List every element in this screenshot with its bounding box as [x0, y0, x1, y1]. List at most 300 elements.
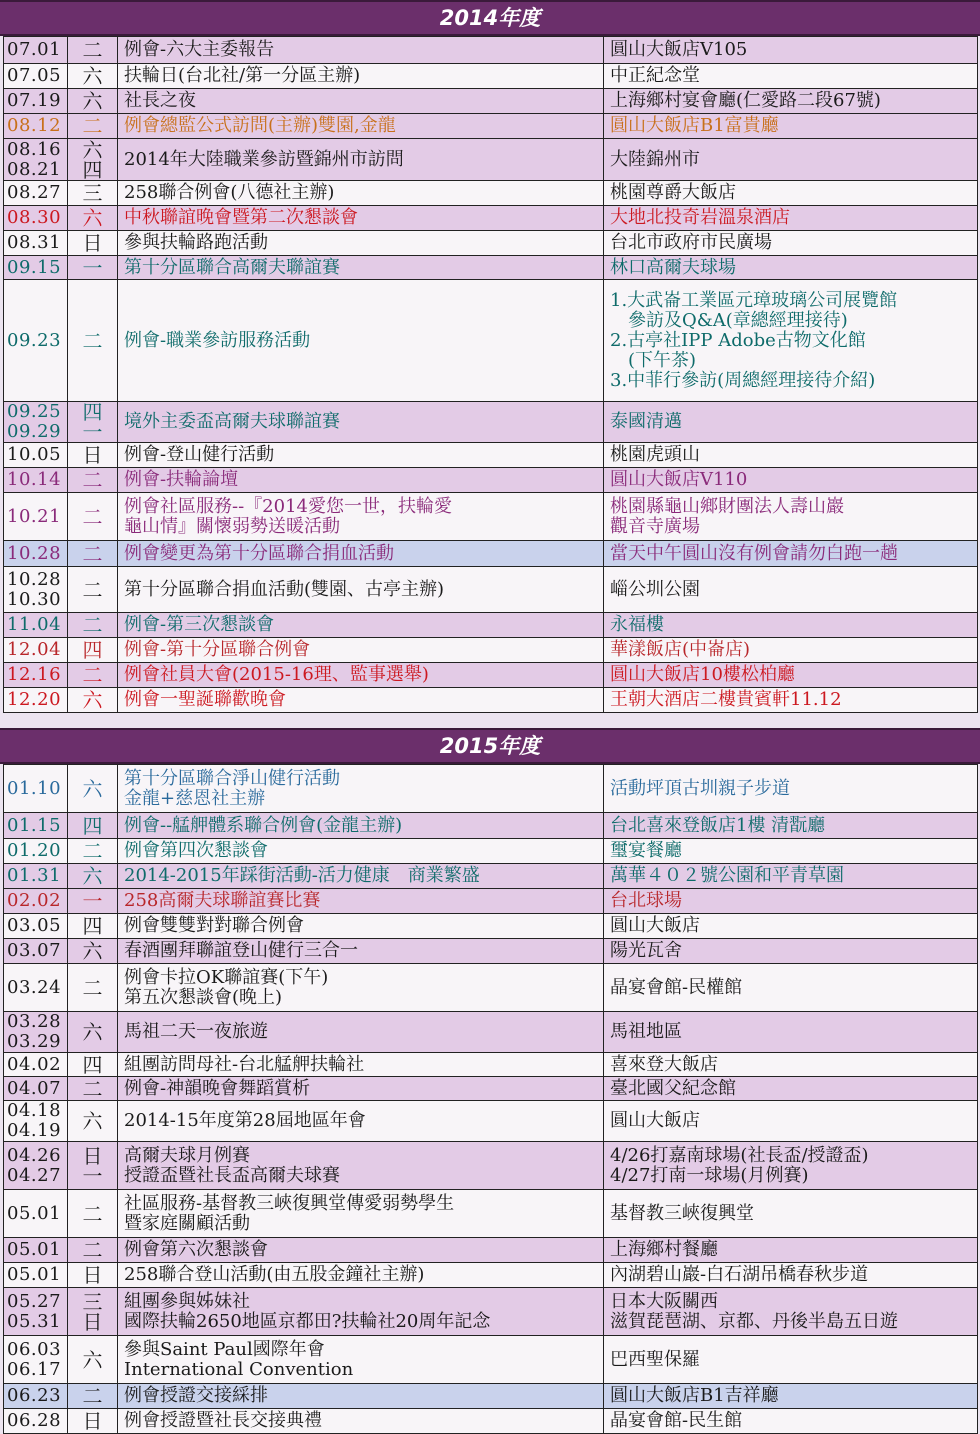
place-cell-line: 圓山大飯店B1吉祥廳 — [610, 1385, 779, 1406]
table-row — [4, 1101, 978, 1142]
table-row — [4, 914, 978, 939]
date-cell-line: 05.01 — [7, 1202, 62, 1224]
event-cell-line: International Convention — [124, 1358, 354, 1380]
weekday-cell-line: 六 — [82, 1020, 103, 1044]
table-row — [4, 256, 978, 280]
date-cell-line: 08.31 — [7, 232, 62, 253]
event-cell — [118, 813, 604, 839]
event-cell-line: 例會社員大會(2015-16理、監事選舉) — [124, 664, 429, 685]
date-cell-line: 04.18 — [7, 1100, 62, 1121]
weekday-cell-line: 二 — [82, 1238, 103, 1262]
place-cell — [604, 1288, 978, 1336]
date-cell — [4, 468, 68, 493]
event-cell — [118, 181, 604, 206]
table-row — [4, 1012, 978, 1053]
event-cell-line: 例會-職業參訪服務活動 — [124, 329, 311, 351]
place-cell-line: 陽光瓦舍 — [610, 940, 682, 961]
date-cell-line: 03.24 — [7, 976, 62, 998]
place-cell — [604, 688, 978, 713]
event-cell-line: 高爾夫球月例賽 — [124, 1144, 250, 1166]
weekday-cell-line: 六 — [82, 776, 103, 801]
weekday-cell-line: 二 — [82, 975, 103, 1000]
weekday-cell — [68, 964, 118, 1012]
event-cell — [118, 638, 604, 663]
weekday-cell-line: 日 — [82, 443, 103, 467]
table-row — [4, 964, 978, 1012]
event-cell — [118, 1012, 604, 1053]
date-cell-line: 03.07 — [7, 940, 62, 961]
place-cell — [604, 663, 978, 688]
date-cell — [4, 443, 68, 468]
event-cell-line: 258聯合例會(八德社主辦) — [124, 182, 335, 203]
weekday-cell-line: 一 — [82, 889, 103, 913]
date-cell — [4, 1101, 68, 1142]
date-cell-line: 10.30 — [7, 588, 62, 610]
weekday-cell-line: 日 — [82, 1409, 103, 1433]
weekday-cell — [68, 663, 118, 688]
place-cell-line: 台北喜來登飯店1樓 清翫廳 — [610, 814, 826, 836]
weekday-cell — [68, 1077, 118, 1101]
weekday-cell-line: 日 — [82, 231, 103, 255]
place-cell-line: 桃園縣龜山鄉財團法人壽山巖 — [610, 495, 844, 517]
place-cell — [604, 64, 978, 89]
place-cell-line: 1.大武崙工業區元璋玻璃公司展覽館 — [610, 289, 898, 311]
weekday-cell-line: 二 — [82, 577, 103, 602]
event-cell — [118, 1384, 604, 1409]
date-cell — [4, 231, 68, 256]
place-cell-line: 崰公圳公園 — [610, 578, 700, 600]
place-cell — [604, 1077, 978, 1101]
weekday-cell-line: 六 — [82, 864, 103, 888]
event-cell — [118, 206, 604, 231]
date-cell — [4, 765, 68, 813]
weekday-cell-line: 二 — [82, 1201, 103, 1226]
event-cell — [118, 541, 604, 567]
weekday-cell — [68, 1053, 118, 1077]
place-cell — [604, 638, 978, 663]
event-cell-line: 社區服務-基督教三峽復興堂傳愛弱勢學生 — [124, 1192, 455, 1214]
event-cell-line: 例會-扶輪論壇 — [124, 469, 239, 490]
table-row — [4, 493, 978, 541]
weekday-cell — [68, 765, 118, 813]
weekday-cell-line: 三 — [82, 1289, 103, 1314]
place-cell — [604, 765, 978, 813]
event-cell-line: 授證盃暨社長盃高爾夫球賽 — [124, 1164, 340, 1186]
weekday-cell — [68, 839, 118, 864]
weekday-cell-line: 六 — [82, 64, 103, 88]
event-cell-line: 例會一聖誕聯歡晚會 — [124, 689, 286, 710]
date-cell — [4, 280, 68, 402]
place-cell-line: 日本大阪關西 — [610, 1290, 718, 1312]
weekday-cell-line: 二 — [82, 328, 103, 353]
weekday-cell-line: 六 — [82, 206, 103, 230]
weekday-cell-line: 四 — [82, 914, 103, 938]
date-cell — [4, 567, 68, 613]
place-cell — [604, 1238, 978, 1263]
date-cell-line: 08.30 — [7, 207, 62, 228]
event-cell-line: 2014-15年度第28屆地區年會 — [124, 1110, 366, 1131]
table-row — [4, 181, 978, 206]
weekday-cell — [68, 939, 118, 964]
event-cell — [118, 493, 604, 541]
weekday-cell — [68, 1263, 118, 1288]
place-cell-line: 王朝大酒店二樓貴賓軒11.12 — [610, 689, 842, 710]
place-cell-line: 巴西聖保羅 — [610, 1348, 700, 1370]
weekday-cell — [68, 914, 118, 939]
weekday-cell-line: 二 — [82, 541, 103, 566]
weekday-cell — [68, 864, 118, 889]
table-row — [4, 1263, 978, 1288]
event-cell — [118, 89, 604, 114]
weekday-cell — [68, 813, 118, 839]
weekday-cell-line: 四 — [82, 401, 103, 424]
date-cell-line: 02.02 — [7, 890, 62, 911]
weekday-cell — [68, 541, 118, 567]
place-cell — [604, 613, 978, 638]
weekday-cell-line: 二 — [82, 613, 103, 637]
table-row — [4, 443, 978, 468]
date-cell — [4, 541, 68, 567]
date-cell — [4, 1053, 68, 1077]
place-cell-line: 大陸錦州市 — [610, 148, 700, 170]
date-cell-line: 07.01 — [7, 39, 62, 60]
place-cell-line: 華漾飯店(中崙店) — [610, 639, 751, 660]
event-cell — [118, 765, 604, 813]
date-cell — [4, 89, 68, 114]
table-row — [4, 1142, 978, 1190]
place-cell — [604, 256, 978, 280]
place-cell-line: 桃園虎頭山 — [610, 444, 700, 465]
table-row — [4, 1238, 978, 1263]
place-cell-line: 3.中菲行參訪(周總經理接待介紹) — [610, 369, 876, 391]
place-cell — [604, 1384, 978, 1409]
weekday-cell — [68, 37, 118, 64]
date-cell — [4, 1288, 68, 1336]
date-cell-line: 08.12 — [7, 115, 62, 136]
table-row — [4, 939, 978, 964]
date-cell-line: 09.15 — [7, 256, 62, 278]
date-cell-line: 01.10 — [7, 777, 62, 799]
event-cell-line: 金龍+慈恩社主辦 — [124, 787, 266, 809]
event-cell-line: 例會第六次懇談會 — [124, 1239, 268, 1260]
event-cell — [118, 1238, 604, 1263]
schedule-table — [3, 36, 978, 713]
weekday-cell-line: 六 — [82, 688, 103, 712]
event-cell — [118, 613, 604, 638]
date-cell-line: 01.20 — [7, 840, 62, 861]
date-cell-line: 04.19 — [7, 1120, 62, 1141]
table-row — [4, 231, 978, 256]
place-cell-line: 中正紀念堂 — [610, 65, 700, 86]
weekday-cell-line: 日 — [82, 1263, 103, 1287]
place-cell — [604, 889, 978, 914]
place-cell — [604, 443, 978, 468]
event-cell-line: 例會-神韻晚會舞蹈賞析 — [124, 1077, 311, 1099]
date-cell-line: 03.29 — [7, 1031, 62, 1052]
event-cell-line: 境外主委盃高爾夫球聯誼賽 — [124, 411, 340, 432]
place-cell-line: 基督教三峽復興堂 — [610, 1202, 754, 1224]
place-cell-line: 4/26打嘉南球場(社長盃/授證盃) — [610, 1144, 869, 1166]
date-cell — [4, 613, 68, 638]
date-cell — [4, 813, 68, 839]
table-row — [4, 1336, 978, 1384]
event-cell — [118, 567, 604, 613]
place-cell — [604, 493, 978, 541]
place-cell — [604, 89, 978, 114]
table-row — [4, 1190, 978, 1238]
date-cell — [4, 964, 68, 1012]
weekday-cell — [68, 443, 118, 468]
weekday-cell-line: 二 — [82, 663, 103, 687]
date-cell — [4, 493, 68, 541]
date-cell-line: 07.05 — [7, 65, 62, 86]
event-cell-line: 例會授證交接綵排 — [124, 1385, 268, 1406]
weekday-cell — [68, 1288, 118, 1336]
table-row — [4, 64, 978, 89]
event-cell-line: 第五次懇談會(晚上) — [124, 986, 283, 1008]
event-cell — [118, 1077, 604, 1101]
place-cell-line: 活動坪頂古圳親子步道 — [610, 777, 790, 799]
place-cell — [604, 1263, 978, 1288]
date-cell — [4, 114, 68, 139]
weekday-cell-line: 二 — [82, 504, 103, 529]
event-cell-line: 暨家庭關顧活動 — [124, 1212, 250, 1234]
event-cell — [118, 688, 604, 713]
place-cell-line: 臺北國父紀念館 — [610, 1077, 736, 1099]
date-cell-line: 04.07 — [7, 1077, 62, 1099]
place-cell-line: 圓山大飯店10樓松柏廳 — [610, 664, 795, 685]
table-row — [4, 889, 978, 914]
weekday-cell-line: 六 — [82, 939, 103, 963]
weekday-cell-line: 四 — [82, 157, 103, 181]
weekday-cell — [68, 402, 118, 443]
date-cell-line: 10.14 — [7, 469, 62, 490]
event-cell-line: 第十分區聯合淨山健行活動 — [124, 767, 340, 789]
year-header: 2015年度 — [0, 728, 980, 764]
event-cell-line: 第十分區聯合高爾夫聯誼賽 — [124, 256, 340, 278]
weekday-cell — [68, 1012, 118, 1053]
date-cell — [4, 256, 68, 280]
event-cell-line: 例會總監公式訪問(主辦)雙園,金龍 — [124, 115, 396, 136]
place-cell — [604, 1142, 978, 1190]
table-row — [4, 1053, 978, 1077]
date-cell-line: 04.26 — [7, 1144, 62, 1166]
weekday-cell-line: 一 — [82, 420, 103, 443]
place-cell — [604, 541, 978, 567]
date-cell-line: 05.01 — [7, 1239, 62, 1260]
place-cell — [604, 914, 978, 939]
event-cell-line: 例會-第十分區聯合例會 — [124, 639, 311, 660]
event-cell — [118, 1190, 604, 1238]
weekday-cell — [68, 181, 118, 206]
table-row — [4, 402, 978, 443]
table-row — [4, 663, 978, 688]
event-cell — [118, 1053, 604, 1077]
table-row — [4, 468, 978, 493]
weekday-cell-line: 二 — [82, 1076, 103, 1101]
place-cell-line: 內湖碧山巖-白石湖吊橋春秋步道 — [610, 1264, 869, 1285]
date-cell — [4, 914, 68, 939]
weekday-cell — [68, 280, 118, 402]
event-cell-line: 春酒團拜聯誼登山健行三合一 — [124, 940, 358, 961]
event-cell — [118, 1142, 604, 1190]
weekday-cell — [68, 64, 118, 89]
place-cell — [604, 864, 978, 889]
date-cell-line: 08.21 — [7, 158, 62, 180]
place-cell — [604, 1336, 978, 1384]
event-cell-line: 例會變更為第十分區聯合捐血活動 — [124, 542, 394, 564]
place-cell-line: 泰國清邁 — [610, 411, 682, 432]
place-cell — [604, 231, 978, 256]
event-cell-line: 第十分區聯合捐血活動(雙園、古亭主辦) — [124, 578, 445, 600]
weekday-cell — [68, 114, 118, 139]
table-row — [4, 1288, 978, 1336]
table-row — [4, 206, 978, 231]
date-cell-line: 01.31 — [7, 865, 62, 886]
place-cell — [604, 181, 978, 206]
event-cell — [118, 468, 604, 493]
place-cell-line: 晶宴會館-民生館 — [610, 1410, 743, 1431]
date-cell-line: 03.28 — [7, 1011, 62, 1032]
place-cell-line: 台北市政府市民廣場 — [610, 232, 772, 253]
weekday-cell — [68, 1101, 118, 1142]
weekday-cell — [68, 139, 118, 181]
weekday-cell — [68, 256, 118, 280]
table-row — [4, 765, 978, 813]
weekday-cell-line: 二 — [82, 468, 103, 492]
place-cell — [604, 1190, 978, 1238]
schedule-table — [3, 764, 978, 1434]
date-cell-line: 09.29 — [7, 421, 62, 442]
date-cell-line: 06.23 — [7, 1385, 62, 1406]
table-row — [4, 280, 978, 402]
date-cell-line: 09.23 — [7, 329, 62, 351]
place-cell-line: 2.古亭社IPP Adobe古物文化館 — [610, 329, 866, 351]
place-cell — [604, 114, 978, 139]
weekday-cell — [68, 493, 118, 541]
weekday-cell-line: 六 — [82, 138, 103, 162]
place-cell — [604, 1101, 978, 1142]
date-cell-line: 04.02 — [7, 1053, 62, 1075]
date-cell — [4, 139, 68, 181]
date-cell — [4, 688, 68, 713]
place-cell — [604, 964, 978, 1012]
table-row — [4, 89, 978, 114]
date-cell — [4, 638, 68, 663]
date-cell — [4, 64, 68, 89]
event-cell — [118, 939, 604, 964]
place-cell-line: 桃園尊爵大飯店 — [610, 182, 736, 203]
weekday-cell-line: 日 — [82, 1309, 103, 1334]
event-cell-line: 例會-六大主委報告 — [124, 39, 275, 60]
event-cell-line: 社長之夜 — [124, 90, 196, 111]
weekday-cell — [68, 1190, 118, 1238]
date-cell — [4, 864, 68, 889]
table-row — [4, 114, 978, 139]
weekday-cell-line: 六 — [82, 1109, 103, 1133]
weekday-cell-line: 三 — [82, 181, 103, 205]
place-cell-line: 璽宴餐廳 — [610, 840, 682, 861]
weekday-cell — [68, 638, 118, 663]
event-cell — [118, 663, 604, 688]
place-cell — [604, 468, 978, 493]
table-row — [4, 638, 978, 663]
place-cell — [604, 567, 978, 613]
event-cell-line: 258高爾夫球聯誼賽比賽 — [124, 890, 321, 911]
event-cell — [118, 402, 604, 443]
date-cell — [4, 206, 68, 231]
event-cell — [118, 1263, 604, 1288]
date-cell-line: 11.04 — [7, 614, 62, 635]
weekday-cell-line: 一 — [82, 1163, 103, 1188]
event-cell-line: 例會第四次懇談會 — [124, 840, 268, 861]
weekday-cell-line: 六 — [82, 1347, 103, 1372]
place-cell-line: 圓山大飯店V105 — [610, 39, 748, 60]
date-cell-line: 08.27 — [7, 182, 62, 203]
event-cell-line: 組團參與姊妹社 — [124, 1290, 250, 1312]
event-cell-line: 參與Saint Paul國際年會 — [124, 1338, 325, 1360]
event-cell — [118, 889, 604, 914]
weekday-cell-line: 日 — [82, 1143, 103, 1168]
table-row — [4, 139, 978, 181]
place-cell-line: 4/27打南一球場(月例賽) — [610, 1164, 809, 1186]
date-cell — [4, 889, 68, 914]
date-cell-line: 05.31 — [7, 1310, 62, 1332]
date-cell-line: 05.01 — [7, 1264, 62, 1285]
date-cell-line: 10.28 — [7, 568, 62, 590]
date-cell — [4, 1238, 68, 1263]
place-cell-line: 滋賀琵琶湖、京都、丹後半島五日遊 — [610, 1310, 898, 1332]
event-cell-line: 例會--艋舺體系聯合例會(金龍主辦) — [124, 814, 403, 836]
table-row — [4, 864, 978, 889]
weekday-cell-line: 一 — [82, 255, 103, 280]
date-cell-line: 08.16 — [7, 138, 62, 160]
date-cell-line: 04.27 — [7, 1164, 62, 1186]
table-row — [4, 37, 978, 64]
place-cell-line: 參訪及Q&A(章總經理接待) — [610, 309, 848, 331]
event-cell — [118, 231, 604, 256]
event-cell-line: 扶輪日(台北社/第一分區主辦) — [124, 65, 361, 86]
date-cell — [4, 1012, 68, 1053]
place-cell-line: 觀音寺廣場 — [610, 515, 700, 537]
weekday-cell — [68, 206, 118, 231]
date-cell — [4, 402, 68, 443]
place-cell-line: 喜來登大飯店 — [610, 1053, 718, 1075]
event-cell — [118, 114, 604, 139]
date-cell — [4, 1336, 68, 1384]
date-cell-line: 06.17 — [7, 1358, 62, 1380]
weekday-cell-line: 四 — [82, 1052, 103, 1077]
weekday-cell — [68, 1336, 118, 1384]
event-cell — [118, 37, 604, 64]
event-cell-line: 龜山情』關懷弱勢送暖活動 — [124, 515, 340, 537]
date-cell-line: 06.28 — [7, 1410, 62, 1431]
event-cell — [118, 1101, 604, 1142]
date-cell — [4, 37, 68, 64]
weekday-cell — [68, 468, 118, 493]
date-cell — [4, 1384, 68, 1409]
event-cell-line: 2014年大陸職業參訪暨錦州市訪問 — [124, 148, 404, 170]
weekday-cell-line: 六 — [82, 89, 103, 113]
event-cell-line: 組團訪問母社-台北艋舺扶輪社 — [124, 1053, 365, 1075]
date-cell — [4, 839, 68, 864]
place-cell — [604, 280, 978, 402]
date-cell — [4, 663, 68, 688]
weekday-cell — [68, 613, 118, 638]
table-row — [4, 813, 978, 839]
table-row — [4, 1077, 978, 1101]
event-cell — [118, 256, 604, 280]
